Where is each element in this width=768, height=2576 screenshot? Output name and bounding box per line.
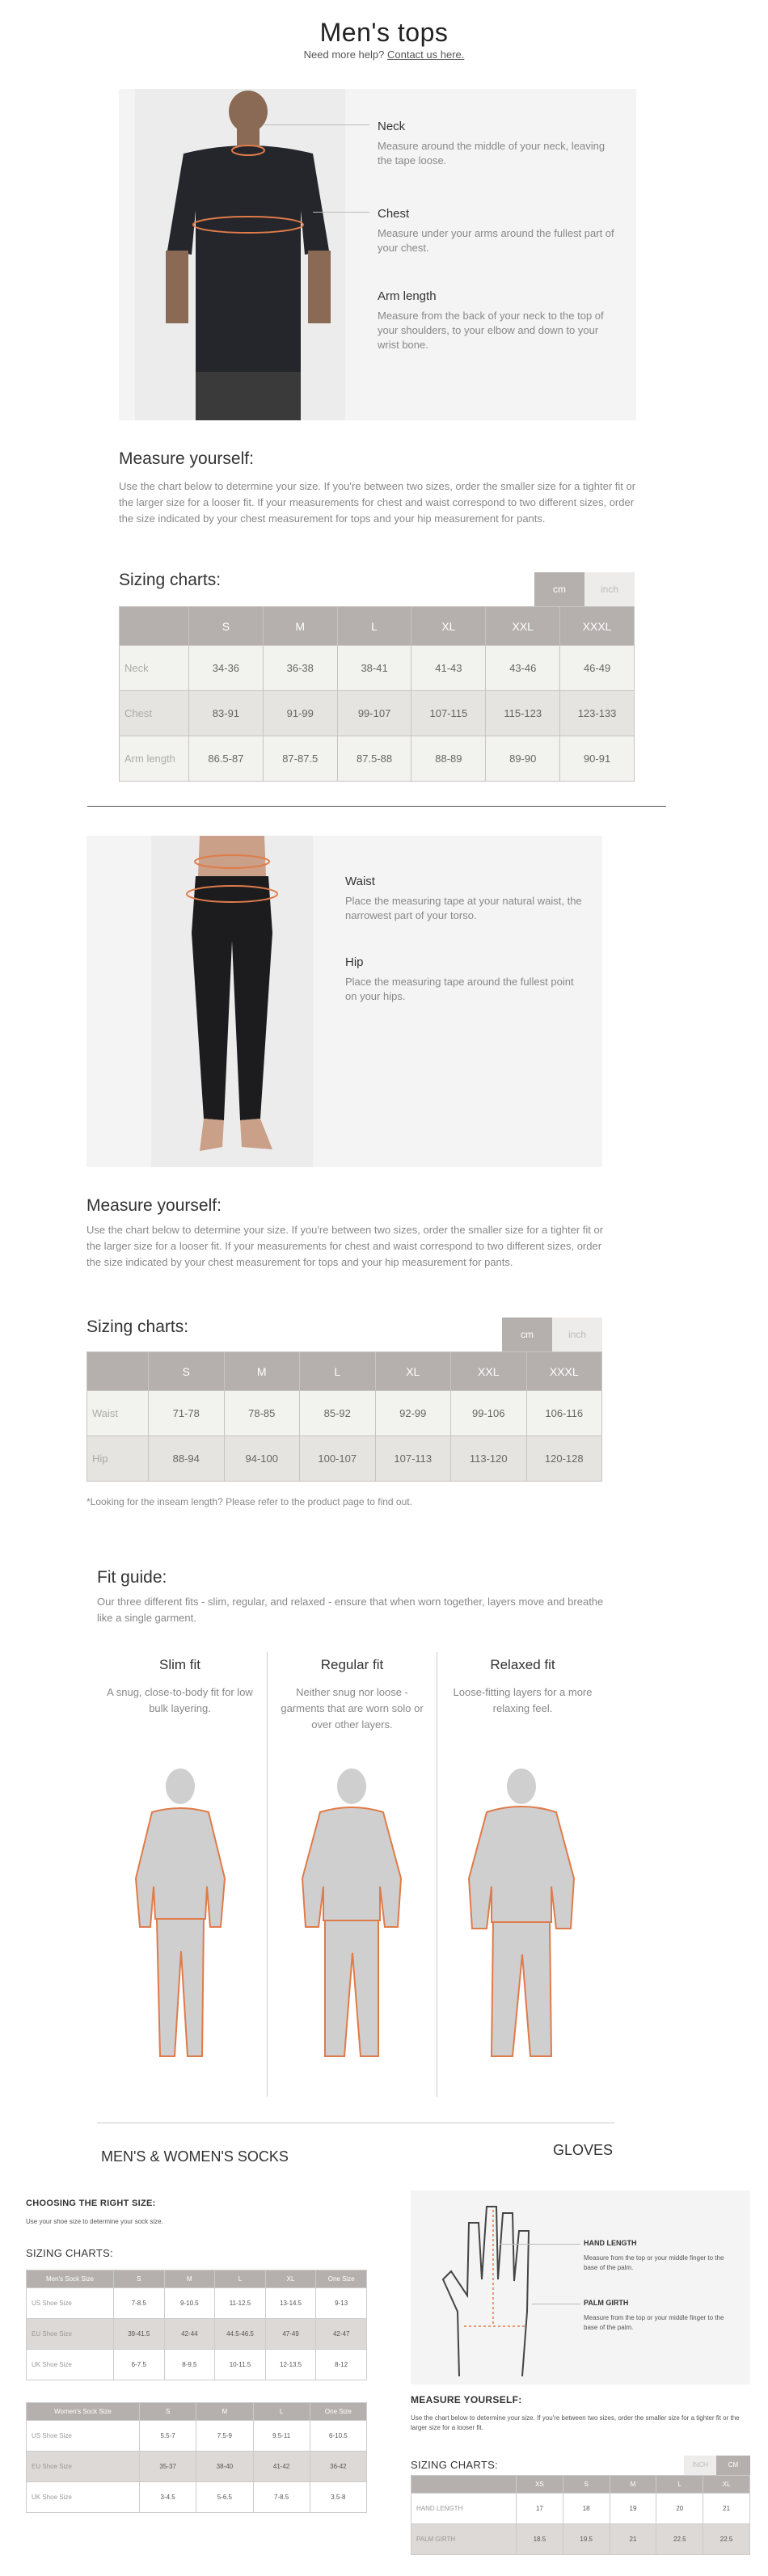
table-row [120, 691, 635, 736]
header-cell: One Size [316, 2270, 367, 2288]
fit-guide-heading: Fit guide: [97, 1568, 167, 1587]
table-cell: 115-123 [486, 691, 560, 736]
row-label: US Shoe Size [27, 2421, 140, 2452]
gloves-measure-heading: MEASURE YOURSELF: [411, 2394, 522, 2405]
row-label: PALM GIRTH [411, 2524, 517, 2555]
header-cell: S [563, 2476, 610, 2494]
hand-length-pointer-line [500, 2244, 580, 2245]
header-cell: M [263, 607, 337, 646]
table-cell: 120-128 [526, 1436, 602, 1482]
womens-sock-table [26, 2402, 367, 2513]
table-cell: 99-107 [337, 691, 411, 736]
table-cell: 13-14.5 [265, 2288, 316, 2319]
table-cell: 34-36 [189, 646, 264, 691]
table-cell: 7-8.5 [114, 2288, 165, 2319]
table-cell: 12-13.5 [265, 2350, 316, 2380]
gloves-charts-heading: SIZING CHARTS: [411, 2459, 498, 2471]
neck-pointer-line [264, 124, 369, 125]
table-cell: 106-116 [526, 1391, 602, 1436]
row-label: HAND LENGTH [411, 2494, 517, 2524]
tops-figure [119, 89, 636, 420]
gloves-measure-text: Use the chart below to determine your size. If you're between two sizes, order the smaller size for a tighter fit or the larger size for a looser fit. [411, 2414, 740, 2431]
table-cell: 10-11.5 [215, 2350, 266, 2380]
header-cell: L [656, 2476, 703, 2494]
table-cell: 36-38 [263, 646, 337, 691]
socks-choosing-text: Use your shoe size to determine your sock size. [26, 2218, 163, 2225]
hip-text: Place the measuring tape around the fullest point on your hips. [345, 976, 574, 1002]
table-cell: 42-44 [164, 2319, 215, 2350]
table-cell: 5.5-7 [140, 2421, 196, 2452]
tops-measure-text: Use the chart below to determine your size. If you're between two sizes, order the smaller size for a tighter fit or the larger size for a looser fit. If your measurements for chest and waist correspond to two different sizes, order the size indicated by your chest measurement for tops and your hip measurement for pants. [119, 480, 636, 525]
table-row [87, 1436, 602, 1482]
tops-unit-inch-toggle[interactable]: inch [584, 572, 635, 606]
contact-link[interactable]: Contact us here. [386, 48, 465, 61]
bottoms-measure-heading: Measure yourself: [87, 1196, 222, 1215]
table-cell: 41-42 [253, 2452, 310, 2482]
row-label: US Shoe Size [27, 2288, 114, 2319]
row-label: EU Shoe Size [27, 2452, 140, 2482]
table-cell: 18 [563, 2494, 610, 2524]
header-cell: Men's Sock Size [27, 2270, 114, 2288]
table-cell: 21 [610, 2524, 656, 2555]
table-cell: 9.5-11 [253, 2421, 310, 2452]
row-label: Hip [87, 1436, 149, 1482]
tops-sizing-heading: Sizing charts: [119, 571, 222, 589]
table-cell: 22.5 [656, 2524, 703, 2555]
regular-fit-title: Regular fit [320, 1657, 384, 1672]
section-divider [87, 806, 666, 807]
header-cell: XXXL [560, 607, 635, 646]
table-cell: 36-42 [310, 2452, 366, 2482]
header-cell: L [300, 1352, 376, 1391]
table-cell: 107-115 [411, 691, 486, 736]
table-cell: 44.5-46.5 [215, 2319, 266, 2350]
fit-guide-text: Our three different fits - slim, regular, and relaxed - ensure that when worn together, layers move and breathe like a single garment. [97, 1596, 604, 1624]
bottoms-figure [87, 836, 602, 1167]
hand-length-text: Measure from the top or your middle finger to the base of the palm. [584, 2254, 724, 2271]
header-cell: S [189, 607, 264, 646]
hand-length-title: HAND LENGTH [584, 2239, 637, 2247]
header-cell: XL [703, 2476, 750, 2494]
bottoms-sizing-table [87, 1351, 602, 1482]
inseam-footnote: *Looking for the inseam length? Please refer to the product page to find out. [87, 1496, 412, 1507]
table-cell: 90-91 [560, 736, 635, 782]
table-cell: 38-40 [196, 2452, 253, 2482]
table-cell: 3.5-8 [310, 2482, 366, 2513]
table-cell: 123-133 [560, 691, 635, 736]
tops-measure-heading: Measure yourself: [119, 449, 254, 468]
table-row [27, 2482, 367, 2513]
table-cell: 87-87.5 [263, 736, 337, 782]
table-cell: 85-92 [300, 1391, 376, 1436]
row-label: Chest [120, 691, 189, 736]
header-cell [87, 1352, 149, 1391]
header-cell: One Size [310, 2403, 366, 2421]
help-text: Need more help? [303, 48, 385, 61]
table-cell: 7.5-9 [196, 2421, 253, 2452]
fit-column-divider [267, 1652, 268, 2097]
header-cell: XL [265, 2270, 316, 2288]
relaxed-fit-title: Relaxed fit [490, 1657, 555, 1672]
table-cell: 39-41.5 [114, 2319, 165, 2350]
hand-outline-illustration [427, 2190, 572, 2384]
neck-text: Measure around the middle of your neck, leaving the tape loose. [378, 140, 606, 167]
table-cell: 19 [610, 2494, 656, 2524]
slim-fit-figure-icon [120, 1765, 241, 2072]
table-cell: 41-43 [411, 646, 486, 691]
table-cell: 92-99 [375, 1391, 451, 1436]
slim-fit-text: A snug, close-to-body fit for low bulk layering. [107, 1686, 253, 1714]
table-cell: 22.5 [703, 2524, 750, 2555]
row-label: UK Shoe Size [27, 2482, 140, 2513]
header-cell: L [337, 607, 411, 646]
table-cell: 86.5-87 [189, 736, 264, 782]
bottoms-table-header [87, 1352, 602, 1391]
table-cell: 8-9.5 [164, 2350, 215, 2380]
table-cell: 99-106 [451, 1391, 527, 1436]
header-cell: XXL [486, 607, 560, 646]
table-row [27, 2350, 367, 2380]
waist-title: Waist [345, 875, 375, 888]
man-leggings-illustration [151, 836, 313, 1167]
socks-heading: MEN'S & WOMEN'S SOCKS [101, 2148, 289, 2165]
table-cell: 11-12.5 [215, 2288, 266, 2319]
tops-sizing-table [119, 606, 635, 782]
table-row [87, 1391, 602, 1436]
row-label: Arm length [120, 736, 189, 782]
header-cell: L [253, 2403, 310, 2421]
chest-title: Chest [378, 207, 410, 221]
regular-fit-figure-icon [291, 1765, 412, 2072]
bottoms-unit-inch-toggle[interactable]: inch [552, 1318, 602, 1351]
header-cell: XS [517, 2476, 563, 2494]
header-cell: XL [411, 607, 486, 646]
table-cell: 107-113 [375, 1436, 451, 1482]
gloves-table-header [411, 2476, 750, 2494]
table-cell: 83-91 [189, 691, 264, 736]
header-cell: S [114, 2270, 165, 2288]
table-cell: 113-120 [451, 1436, 527, 1482]
gloves-sizing-table [411, 2475, 750, 2555]
table-cell: 78-85 [224, 1391, 300, 1436]
header-cell: XXL [451, 1352, 527, 1391]
header-cell [411, 2476, 517, 2494]
table-cell: 6-10.5 [310, 2421, 366, 2452]
table-cell: 17 [517, 2494, 563, 2524]
table-cell: 88-89 [411, 736, 486, 782]
mens-sock-table [26, 2270, 367, 2380]
table-cell: 21 [703, 2494, 750, 2524]
tops-table-header [120, 607, 635, 646]
slim-fit-title: Slim fit [159, 1657, 200, 1672]
arm-length-title: Arm length [378, 289, 437, 303]
row-label: UK Shoe Size [27, 2350, 114, 2380]
table-cell: 38-41 [337, 646, 411, 691]
gloves-heading: GLOVES [553, 2142, 614, 2158]
table-cell: 20 [656, 2494, 703, 2524]
table-row [411, 2524, 750, 2555]
palm-girth-text: Measure from the top or your middle finger to the base of the palm. [584, 2314, 724, 2331]
row-label: Neck [120, 646, 189, 691]
table-cell: 100-107 [300, 1436, 376, 1482]
table-cell: 5-6.5 [196, 2482, 253, 2513]
table-row [120, 646, 635, 691]
table-cell: 87.5-88 [337, 736, 411, 782]
gloves-figure [411, 2190, 750, 2384]
table-cell: 89-90 [486, 736, 560, 782]
socks-choosing-heading: CHOOSING THE RIGHT SIZE: [26, 2199, 156, 2208]
table-row [411, 2494, 750, 2524]
chest-pointer-line [313, 212, 369, 213]
header-cell: S [149, 1352, 225, 1391]
bottoms-measure-text: Use the chart below to determine your size. If you're between two sizes, order the smaller size for a tighter fit or the larger size for a looser fit. If your measurements for chest and waist correspond to two different sizes, order the size indicated by your chest measurement for tops and your hip measurement for pants. [87, 1224, 604, 1268]
table-cell: 47-49 [265, 2319, 316, 2350]
table-cell: 42-47 [316, 2319, 367, 2350]
header-cell: Women's Sock Size [27, 2403, 140, 2421]
table-cell: 9-10.5 [164, 2288, 215, 2319]
table-row [27, 2288, 367, 2319]
table-cell: 7-8.5 [253, 2482, 310, 2513]
table-cell: 3-4.5 [140, 2482, 196, 2513]
header-cell: XL [375, 1352, 451, 1391]
table-cell: 18.5 [517, 2524, 563, 2555]
header-cell: M [610, 2476, 656, 2494]
table-row [120, 736, 635, 782]
mens-sock-header [27, 2270, 367, 2288]
table-cell: 43-46 [486, 646, 560, 691]
palm-girth-title: PALM GIRTH [584, 2299, 629, 2307]
table-cell: 88-94 [149, 1436, 225, 1482]
relaxed-fit-text: Loose-fitting layers for a more relaxing feel. [453, 1686, 593, 1714]
header-cell: M [196, 2403, 253, 2421]
bottoms-unit-cm-toggle[interactable]: cm [502, 1318, 552, 1351]
regular-fit-text: Neither snug nor loose - garments that are worn solo or over other layers. [281, 1686, 424, 1731]
table-row [27, 2452, 367, 2482]
table-cell: 8-12 [316, 2350, 367, 2380]
header-cell: M [224, 1352, 300, 1391]
table-cell: 71-78 [149, 1391, 225, 1436]
table-row [27, 2421, 367, 2452]
gloves-unit-cm-toggle[interactable]: CM [716, 2456, 750, 2475]
table-cell: 9-13 [316, 2288, 367, 2319]
table-cell: 91-99 [263, 691, 337, 736]
page-title: Men's tops [319, 18, 449, 47]
row-label: Waist [87, 1391, 149, 1436]
header-cell [120, 607, 189, 646]
socks-charts-heading: SIZING CHARTS: [26, 2247, 113, 2259]
table-cell: 94-100 [224, 1436, 300, 1482]
help-line [0, 48, 768, 61]
bottoms-sizing-heading: Sizing charts: [87, 1318, 189, 1336]
relaxed-fit-figure-icon [461, 1765, 582, 2072]
table-cell: 46-49 [560, 646, 635, 691]
header-cell: S [140, 2403, 196, 2421]
header-cell: M [164, 2270, 215, 2288]
man-tshirt-illustration [135, 89, 345, 420]
waist-text: Place the measuring tape at your natural waist, the narrowest part of your torso. [345, 895, 582, 921]
arm-length-text: Measure from the back of your neck to the top of your shoulders, to your elbow and down to your wrist bone. [378, 310, 604, 351]
header-cell: L [215, 2270, 266, 2288]
chest-text: Measure under your arms around the fullest part of your chest. [378, 227, 614, 254]
hip-title: Hip [345, 955, 364, 969]
gloves-unit-inch-toggle[interactable]: INCH [684, 2456, 716, 2475]
table-cell: 6-7.5 [114, 2350, 165, 2380]
table-cell: 19.5 [563, 2524, 610, 2555]
table-row [27, 2319, 367, 2350]
table-cell: 35-37 [140, 2452, 196, 2482]
womens-sock-header [27, 2403, 367, 2421]
row-label: EU Shoe Size [27, 2319, 114, 2350]
tops-unit-cm-toggle[interactable]: cm [534, 572, 584, 606]
neck-title: Neck [378, 120, 406, 133]
header-cell: XXXL [526, 1352, 602, 1391]
